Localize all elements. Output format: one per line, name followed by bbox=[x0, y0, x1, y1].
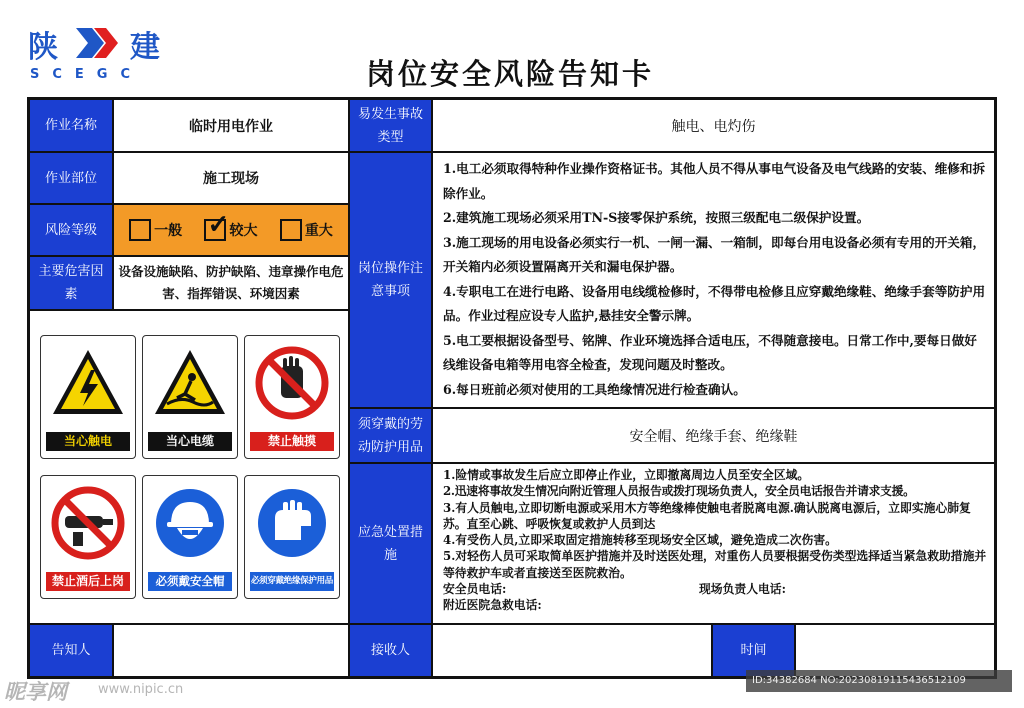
notifier-label: 告知人 bbox=[29, 624, 113, 677]
sign-no-drinking bbox=[40, 475, 136, 599]
ppe-value: 安全帽、绝缘手套、绝缘鞋 bbox=[432, 408, 995, 463]
work-name-value: 临时用电作业 bbox=[113, 99, 349, 152]
operation-note: 6.每日班前必须对使用的工具绝缘情况进行检查确认。 bbox=[443, 381, 746, 397]
work-site-value: 施工现场 bbox=[113, 152, 349, 204]
notifier-signature-field[interactable] bbox=[113, 624, 349, 677]
watermark-url: www.nipic.cn bbox=[98, 682, 184, 697]
operation-note: 5.电工要根据设备型号、铭牌、作业环境选择合适电压，不得随意接电。日常工作中,要每日做好线维设备电箱等用电容全检查，发现问题及时整改。 bbox=[443, 332, 977, 372]
checkbox-general[interactable] bbox=[129, 219, 151, 241]
risk-card bbox=[27, 97, 997, 679]
site-leader-phone: 现场负责人电话: bbox=[699, 582, 786, 597]
logo-en: SCEGC bbox=[30, 67, 143, 82]
risk-level-label: 风险等级 bbox=[29, 204, 113, 256]
logo-cn-left: 陕 bbox=[28, 30, 60, 65]
risk-level-options bbox=[113, 204, 349, 256]
work-site-label: 作业部位 bbox=[29, 152, 113, 204]
operation-note: 2.建筑施工现场必须采用TN-S接零保护系统，按照三级配电二级保护设置。 bbox=[443, 210, 870, 225]
risk-option-major[interactable]: ✓ 较大 bbox=[204, 219, 257, 241]
receiver-label: 接收人 bbox=[349, 624, 432, 677]
logo-cn-right: 建 bbox=[130, 30, 162, 65]
sign-label: 禁止触摸 bbox=[250, 432, 334, 451]
ppe-label: 须穿戴的劳动防护用品 bbox=[349, 408, 432, 463]
hazards-value: 设备设施缺陷、防护缺陷、违章操作电危害、指挥错误、环境因素 bbox=[113, 256, 349, 310]
company-logo bbox=[28, 22, 178, 86]
sign-label: 当心电缆 bbox=[148, 432, 232, 451]
no-touch-icon bbox=[253, 344, 331, 422]
risk-option-severe[interactable]: 重大 bbox=[280, 219, 333, 241]
helmet-icon bbox=[151, 484, 229, 562]
time-label: 时间 bbox=[712, 624, 795, 677]
emergency-step: 5.对轻伤人员可采取简单医护措施并及时送医处理，对重伤人员要根据受伤类型选择适当紧急救助措施并等待救护车或者直接送至医院救治。 bbox=[443, 549, 987, 580]
work-name-label: 作业名称 bbox=[29, 99, 113, 152]
operation-notes-label: 岗位操作注意事项 bbox=[349, 152, 432, 408]
sign-no-touch bbox=[244, 335, 340, 459]
emergency-step: 1.险情或事故发生后应立即停止作业，立即撤离周边人员至安全区域。 bbox=[443, 468, 810, 482]
no-alcohol-icon bbox=[49, 484, 127, 562]
hospital-phone: 附近医院急救电话: bbox=[443, 598, 542, 613]
electric-warning-icon bbox=[49, 344, 127, 422]
sign-label: 必须穿戴绝缘保护用品 bbox=[250, 572, 334, 591]
accident-type-label: 易发生事故类型 bbox=[349, 99, 432, 152]
accident-type-value: 触电、电灼伤 bbox=[432, 99, 995, 152]
sign-label: 必须戴安全帽 bbox=[148, 572, 232, 591]
sign-electric-shock bbox=[40, 335, 136, 459]
checkbox-major[interactable] bbox=[204, 210, 230, 241]
emergency-list bbox=[432, 463, 995, 624]
receiver-signature-field[interactable] bbox=[432, 624, 712, 677]
emergency-step: 2.迅速将事故发生情况向附近管理人员报告或拨打现场负责人，安全员电话报告并请求支援。 bbox=[443, 484, 915, 499]
safety-signs-panel bbox=[29, 310, 349, 624]
operation-note: 1.电工必须取得特种作业操作资格证书。其他人员不得从事电气设备及电气线路的安装、维修和拆除作业。 bbox=[443, 161, 986, 201]
operation-note: 4.专职电工在进行电路、设备用电线缆检修时，不得带电检修且应穿戴绝缘鞋、绝缘手套等防护用品。作业过程应设专人监护,悬挂安全警示牌。 bbox=[443, 283, 986, 323]
cable-warning-icon bbox=[151, 344, 229, 422]
sign-label: 当心触电 bbox=[46, 432, 130, 451]
emergency-step: 4.有受伤人员,立即采取固定措施转移至现场安全区域，避免造成二次伤害。 bbox=[443, 533, 837, 548]
operation-note: 3.施工现场的用电设备必须实行一机、一闸一漏、一箱制，即每台用电设备必须有专用的开关箱，开关箱内必须设置隔离开关和漏电保护器。 bbox=[443, 234, 986, 274]
risk-option-general[interactable]: 一般 bbox=[129, 219, 182, 241]
emergency-step: 3.有人员触电,立即切断电源或采用木方等绝缘棒使触电者脱离电源.确认脱离电源后，立即实施心肺复苏。直至心跳、呼吸恢复或救护人员到达 bbox=[443, 500, 971, 531]
check-mark-icon: ✓ bbox=[207, 210, 230, 240]
safety-officer-phone: 安全员电话: bbox=[443, 582, 507, 597]
gloves-icon bbox=[253, 484, 331, 562]
sign-helmet bbox=[142, 475, 238, 599]
sign-label: 禁止酒后上岗 bbox=[46, 572, 130, 591]
logo-chevron-icon bbox=[74, 26, 122, 60]
page-title: 岗位安全风险告知卡 bbox=[365, 57, 654, 91]
watermark-id: ID:34382684 NO:20230819115436512109 bbox=[746, 670, 1012, 692]
operation-notes-list bbox=[432, 152, 995, 408]
sign-insulation-gear bbox=[244, 475, 340, 599]
emergency-label: 应急处置措施 bbox=[349, 463, 432, 624]
watermark-brand: 昵享网 bbox=[4, 680, 67, 704]
hazards-label: 主要危害因素 bbox=[29, 256, 113, 310]
checkbox-severe[interactable] bbox=[280, 219, 302, 241]
sign-cable bbox=[142, 335, 238, 459]
